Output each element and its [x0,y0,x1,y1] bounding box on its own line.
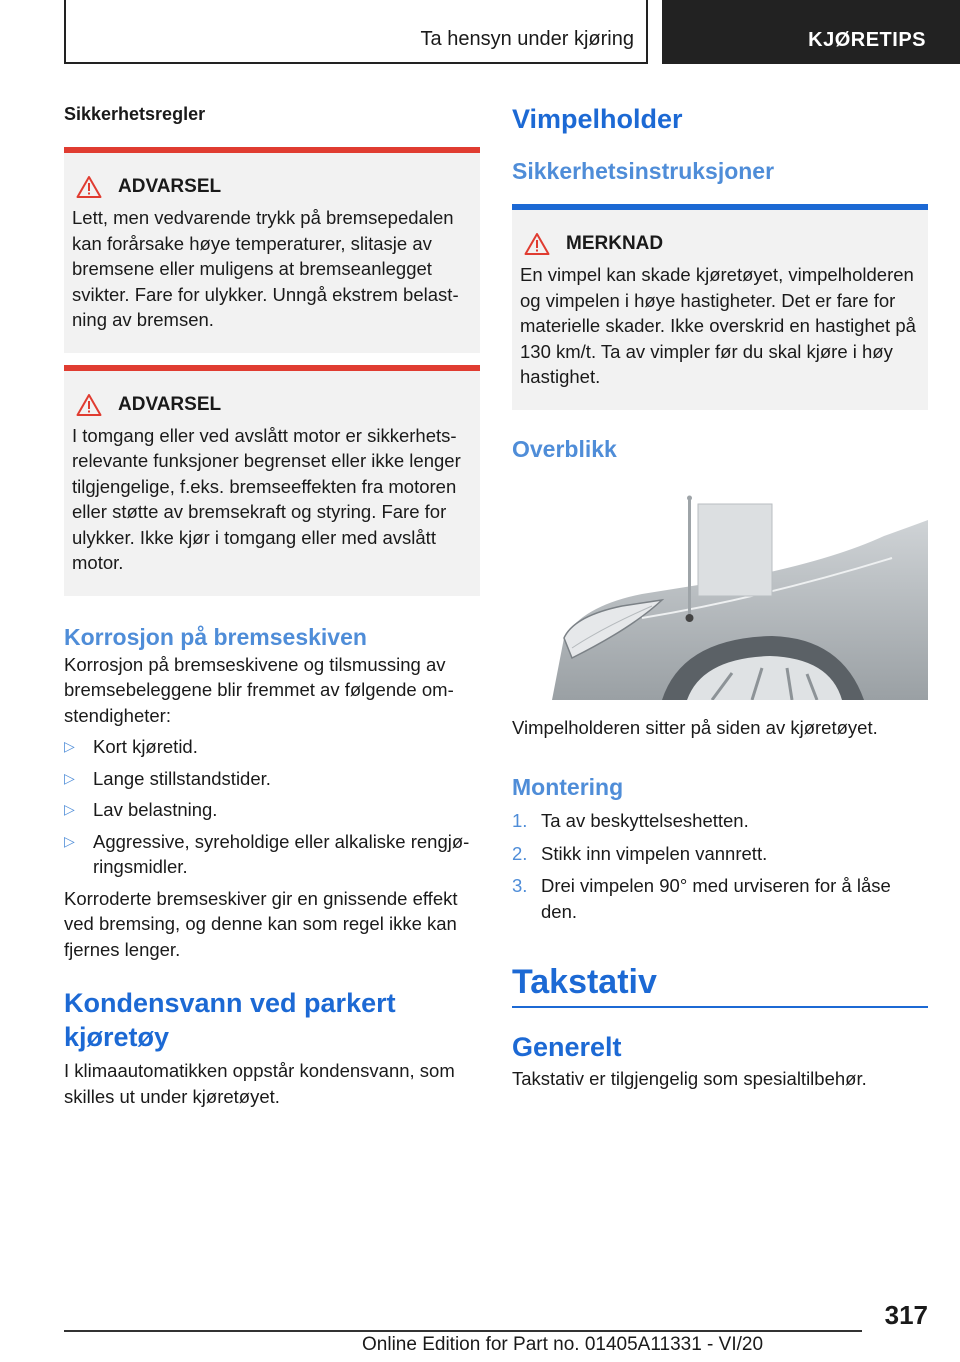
condensation-body: I klimaautomatikken oppstår kondensvann, som skilles ut under kjøretøyet. [64,1060,455,1107]
list-item: 1. Ta av beskyttelseshetten. [512,808,928,834]
pennant-holder-illustration [512,488,928,700]
heading-rule [512,1006,928,1008]
corrosion-outro: Korroderte bremseskiver gir en gnissende effekt ved bremsing, og denne kan som regel ikke kan fjernes lenger. [64,887,458,960]
list-item: 2. Stikk inn vimpelen vannrett. [512,841,928,867]
list-item: ▷ Kort kjøretid. [64,734,480,760]
notice-title-text: MERKNAD [566,233,664,254]
warning-box-2 [64,365,480,596]
footer-edition: Online Edition for Part no. 01405A11331 - VI/20 [362,1334,764,1355]
overview-heading: Overblikk [512,435,617,462]
triangle-bullet-icon: ▷ [64,801,75,817]
notice-box [512,204,928,410]
triangle-bullet-icon: ▷ [64,769,75,786]
triangle-bullet-icon: ▷ [64,832,75,849]
step-number: 3. [512,875,528,896]
page-header [0,0,960,66]
warning-triangle-icon [76,175,102,199]
header-chapter-box [662,0,960,64]
warning-triangle-icon [524,232,550,256]
step-number: 2. [512,842,528,864]
step-number: 1. [512,810,528,831]
header-chapter-title: KJØRETIPS [808,29,926,51]
warning-title-1 [72,175,472,199]
corrosion-intro: Korrosjon på bremseskivene og tilsmussing av bremsebeleggene blir fremmet av følgende omstendigheter: [64,653,454,726]
header-section-box [64,0,648,64]
warning-body-2: I tomgang eller ved avslått motor er sikkerhetsrelevante funksjoner begrenset eller ikke lenger tilgjengelige, f.eks. bremseeffekten fra motoren eller støtte av bremsekraft og styring. Fare for ulykker. Ikke kjør i tomgang eller med avslått motor. [72,424,461,573]
notice-title [520,232,920,256]
footer-rule [64,1330,862,1332]
corrosion-bullet-list [64,734,480,880]
header-section-title: Ta hensyn under kjøring [420,28,634,50]
safety-rules-label: Sikkerhetsregler [64,104,206,124]
roof-rack-heading: Takstativ [512,963,657,1001]
list-item: ▷ Lange stillstandstider. [64,766,480,792]
overview-caption: Vimpelholderen sitter på siden av kjøretøyet. [512,716,878,738]
left-column [64,100,480,1109]
warning-body-1: Lett, men vedvarende trykk på bremsepedalen kan forårsake høye temperaturer, slitasje av bremsene eller muligens at bremseanlegget svikter. Fare for ulykker. Unngå ekstrem belastning av bremsen. [72,207,459,330]
general-heading: Generelt [512,1032,622,1062]
warning-title-2 [72,393,472,417]
condensation-heading: Kondensvann ved parkert kjøretøy [64,988,396,1052]
triangle-bullet-icon: ▷ [64,738,75,754]
warning-box-1 [64,147,480,353]
notice-body: En vimpel kan skade kjøretøyet, vimpelholderen og vimpelen i høye hastigheter. Det er fare for materielle skader. Ikke overskrid en hastighet på 130 km/t. Ta av vimpler før du skal kjøre i høy hastighet. [520,264,916,387]
warning-title-text-2: ADVARSEL [118,393,222,415]
mounting-heading: Montering [512,774,624,800]
mounting-steps-list [512,808,928,924]
list-item: ▷ Lav belastning. [64,797,480,823]
pennant-heading: Vimpelholder [512,104,683,134]
warning-title-text-1: ADVARSEL [118,176,222,197]
general-body: Takstativ er tilgjengelig som spesialtilbehør. [512,1068,867,1089]
warning-triangle-icon [76,393,102,417]
pennant-safety-subheading: Sikkerhetsinstruksjoner [512,158,775,184]
page-number: 317 [884,1300,928,1330]
right-column [512,100,928,1092]
corrosion-heading: Korrosjon på bremseskiven [64,623,367,650]
list-item: ▷ Aggressive, syreholdige eller alkaliske rengjøringsmidler. [64,830,470,877]
list-item: 3. Drei vimpelen 90° med urviseren for å låse den. [512,875,891,922]
